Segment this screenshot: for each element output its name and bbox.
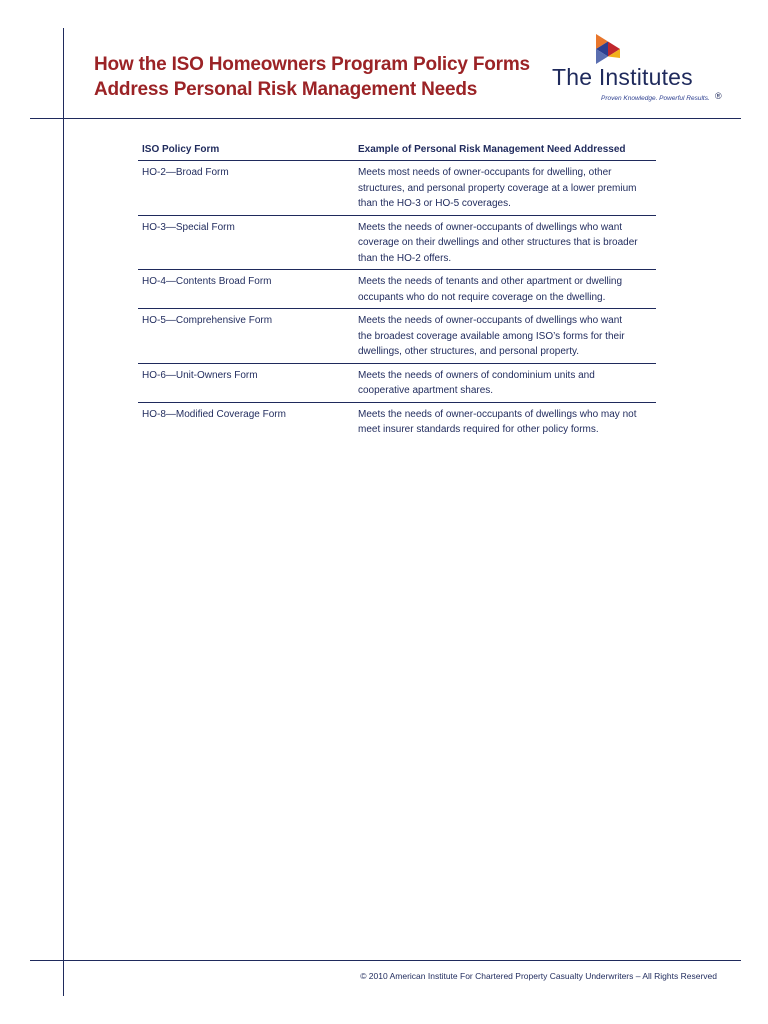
header-iso-policy-form: ISO Policy Form bbox=[142, 144, 220, 155]
risk-need-cell: Meets most needs of owner-occupants for dwelling, other structures, and personal property coverage at a lower premium than the HO-3 or HO-5 coverages. bbox=[358, 167, 637, 209]
policy-form-cell: HO-2—Broad Form bbox=[142, 167, 229, 178]
copyright-footer: © 2010 American Institute For Chartered Property Casualty Underwriters – All Rights Reserved bbox=[360, 971, 717, 981]
footer-divider bbox=[30, 960, 741, 961]
table-row bbox=[138, 161, 656, 216]
table-row bbox=[138, 216, 656, 271]
table-row bbox=[138, 403, 656, 441]
table-row bbox=[138, 309, 656, 364]
policy-form-cell: HO-4—Contents Broad Form bbox=[142, 276, 272, 287]
risk-need-cell: Meets the needs of owner-occupants of dwellings who want coverage on their dwellings and other structures that is broader than the HO-2 offers. bbox=[358, 221, 638, 264]
policy-form-cell: HO-6—Unit-Owners Form bbox=[142, 369, 258, 381]
left-margin-rule bbox=[63, 28, 64, 996]
institutes-logo bbox=[552, 34, 732, 109]
logo-registered-mark: ® bbox=[715, 91, 722, 101]
policy-form-cell: HO-3—Special Form bbox=[142, 221, 235, 233]
risk-need-cell: Meets the needs of owner-occupants of dwellings who want the broadest coverage available among ISO’s forms for their dwellings, other structures, and personal property. bbox=[358, 315, 625, 357]
policy-form-cell: HO-5—Comprehensive Form bbox=[142, 315, 273, 326]
logo-triangles-icon bbox=[596, 34, 620, 64]
risk-need-cell: Meets the needs of tenants and other apartment or dwelling occupants who do not require coverage on the dwelling. bbox=[358, 276, 623, 303]
header-divider bbox=[30, 118, 741, 119]
policy-form-cell: HO-8—Modified Coverage Form bbox=[142, 408, 286, 420]
risk-need-cell: Meets the needs of owners of condominium units and cooperative apartment shares. bbox=[358, 369, 595, 396]
page-title bbox=[94, 52, 530, 102]
header-risk-need: Example of Personal Risk Management Need Addressed bbox=[358, 144, 626, 155]
page-title-line-1: How the ISO Homeowners Program Policy Forms bbox=[94, 54, 530, 75]
risk-need-cell: Meets the needs of owner-occupants of dwellings who may not meet insurer standards required for other policy forms. bbox=[358, 408, 637, 435]
table-row bbox=[138, 364, 656, 403]
logo-tagline: Proven Knowledge. Powerful Results. bbox=[601, 95, 710, 102]
table-header-row bbox=[138, 142, 656, 161]
logo-wordmark: The Institutes bbox=[552, 64, 693, 90]
table-row bbox=[138, 270, 656, 309]
policy-forms-table bbox=[138, 142, 656, 441]
page-title-line-2: Address Personal Risk Management Needs bbox=[94, 79, 478, 100]
